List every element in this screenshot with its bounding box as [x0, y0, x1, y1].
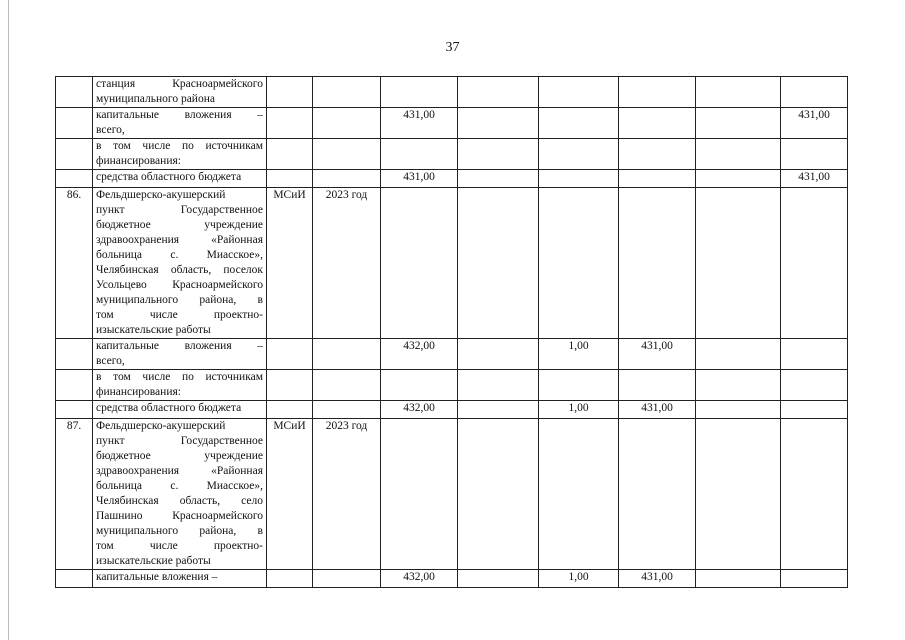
table-row	[56, 188, 848, 339]
description-line: муниципального района	[96, 93, 215, 105]
description-line: Пашнино Красноармейского	[96, 510, 263, 522]
description-line: том числе проектно-	[96, 540, 263, 552]
description-line: Челябинская область, поселок	[96, 264, 263, 276]
budget-table	[55, 76, 848, 588]
cell-c7: 431,00	[619, 401, 696, 419]
description-line: бюджетное учреждение	[96, 450, 263, 462]
cell-description	[93, 108, 267, 139]
cell-unit: МСиИ	[267, 188, 313, 339]
table-row	[56, 570, 848, 588]
cell-c7	[619, 188, 696, 339]
cell-c8	[696, 170, 781, 188]
cell-c6	[539, 77, 619, 108]
cell-c8	[696, 139, 781, 170]
cell-no	[56, 108, 93, 139]
cell-c5	[458, 108, 539, 139]
cell-year: 2023 год	[313, 188, 381, 339]
cell-c5	[458, 139, 539, 170]
description-line: Усольцево Красноармейского	[96, 279, 263, 291]
description-line: всего,	[96, 124, 125, 136]
cell-c4: 432,00	[381, 339, 458, 370]
cell-c6: 1,00	[539, 570, 619, 588]
cell-c9: 431,00	[781, 108, 848, 139]
cell-c5	[458, 419, 539, 570]
cell-c6: 1,00	[539, 401, 619, 419]
cell-description	[93, 370, 267, 401]
cell-c5	[458, 188, 539, 339]
cell-c5	[458, 401, 539, 419]
cell-c8	[696, 570, 781, 588]
cell-no: 86.	[56, 188, 93, 339]
table-row	[56, 370, 848, 401]
cell-description	[93, 339, 267, 370]
description-line: средства областного бюджета	[96, 402, 242, 414]
cell-c7	[619, 170, 696, 188]
cell-c6	[539, 170, 619, 188]
cell-c4	[381, 77, 458, 108]
cell-c5	[458, 339, 539, 370]
cell-c9	[781, 370, 848, 401]
cell-c8	[696, 188, 781, 339]
cell-c9: 431,00	[781, 170, 848, 188]
table-row	[56, 108, 848, 139]
description-line: муниципального района, в	[96, 294, 263, 306]
cell-c4: 432,00	[381, 570, 458, 588]
cell-c5	[458, 570, 539, 588]
cell-description	[93, 419, 267, 570]
cell-year	[313, 170, 381, 188]
scan-edge-line	[8, 0, 9, 640]
cell-c9	[781, 419, 848, 570]
cell-no	[56, 570, 93, 588]
cell-c9	[781, 570, 848, 588]
cell-unit	[267, 401, 313, 419]
description-line: капитальные вложения –	[96, 109, 263, 121]
cell-no	[56, 170, 93, 188]
cell-c9	[781, 339, 848, 370]
cell-description	[93, 170, 267, 188]
cell-c7: 431,00	[619, 339, 696, 370]
cell-unit	[267, 108, 313, 139]
table-row	[56, 401, 848, 419]
table-row	[56, 339, 848, 370]
cell-c7	[619, 139, 696, 170]
cell-c9	[781, 401, 848, 419]
description-line: том числе проектно-	[96, 309, 263, 321]
cell-description	[93, 570, 267, 588]
description-line: бюджетное учреждение	[96, 219, 263, 231]
cell-c5	[458, 77, 539, 108]
cell-no	[56, 401, 93, 419]
cell-description	[93, 77, 267, 108]
description-line: здравоохранения «Районная	[96, 234, 263, 246]
description-line: финансирования:	[96, 386, 181, 398]
cell-unit	[267, 77, 313, 108]
cell-c4: 432,00	[381, 401, 458, 419]
cell-c4: 431,00	[381, 108, 458, 139]
cell-no	[56, 339, 93, 370]
cell-c4	[381, 188, 458, 339]
cell-year	[313, 401, 381, 419]
cell-year	[313, 139, 381, 170]
cell-unit	[267, 339, 313, 370]
description-line: больница с. Миасское»,	[96, 480, 263, 492]
cell-no: 87.	[56, 419, 93, 570]
cell-c8	[696, 77, 781, 108]
description-line: больница с. Миасское»,	[96, 249, 263, 261]
description-line: в том числе по источникам	[96, 140, 263, 152]
table-row	[56, 170, 848, 188]
cell-c6	[539, 419, 619, 570]
description-line: здравоохранения «Районная	[96, 465, 263, 477]
cell-c4	[381, 419, 458, 570]
description-line: изыскательские работы	[96, 324, 211, 336]
cell-c8	[696, 339, 781, 370]
cell-year: 2023 год	[313, 419, 381, 570]
cell-c8	[696, 370, 781, 401]
cell-c7	[619, 108, 696, 139]
cell-unit	[267, 370, 313, 401]
description-line: финансирования:	[96, 155, 181, 167]
cell-c6	[539, 188, 619, 339]
cell-unit	[267, 170, 313, 188]
cell-c4	[381, 139, 458, 170]
cell-c9	[781, 139, 848, 170]
description-line: пункт Государственное	[96, 435, 263, 447]
cell-unit	[267, 570, 313, 588]
description-line: пункт Государственное	[96, 204, 263, 216]
cell-c7	[619, 419, 696, 570]
cell-no	[56, 77, 93, 108]
cell-c8	[696, 419, 781, 570]
cell-c6	[539, 370, 619, 401]
description-line: всего,	[96, 355, 125, 367]
cell-description	[93, 188, 267, 339]
table-row	[56, 77, 848, 108]
cell-description	[93, 401, 267, 419]
cell-c6	[539, 139, 619, 170]
description-line: капитальные вложения –	[96, 340, 263, 352]
cell-c4	[381, 370, 458, 401]
description-line: капитальные вложения –	[96, 571, 218, 583]
cell-c7: 431,00	[619, 570, 696, 588]
description-line: Челябинская область, село	[96, 495, 263, 507]
description-line: Фельдшерско-акушерский	[96, 189, 226, 201]
description-line: средства областного бюджета	[96, 171, 242, 183]
cell-year	[313, 77, 381, 108]
cell-c4: 431,00	[381, 170, 458, 188]
description-line: муниципального района, в	[96, 525, 263, 537]
table-row	[56, 139, 848, 170]
cell-c5	[458, 170, 539, 188]
description-line: изыскательские работы	[96, 555, 211, 567]
cell-c6: 1,00	[539, 339, 619, 370]
cell-year	[313, 570, 381, 588]
cell-c8	[696, 401, 781, 419]
cell-year	[313, 339, 381, 370]
description-line: станция Красноармейского	[96, 78, 263, 90]
cell-c7	[619, 77, 696, 108]
cell-year	[313, 370, 381, 401]
cell-no	[56, 370, 93, 401]
description-line: в том числе по источникам	[96, 371, 263, 383]
cell-unit: МСиИ	[267, 419, 313, 570]
cell-unit	[267, 139, 313, 170]
cell-c9	[781, 188, 848, 339]
cell-year	[313, 108, 381, 139]
cell-c6	[539, 108, 619, 139]
cell-c9	[781, 77, 848, 108]
description-line: Фельдшерско-акушерский	[96, 420, 226, 432]
cell-description	[93, 139, 267, 170]
cell-c5	[458, 370, 539, 401]
cell-c7	[619, 370, 696, 401]
cell-c8	[696, 108, 781, 139]
page-number: 37	[445, 40, 460, 55]
table-row	[56, 419, 848, 570]
cell-no	[56, 139, 93, 170]
